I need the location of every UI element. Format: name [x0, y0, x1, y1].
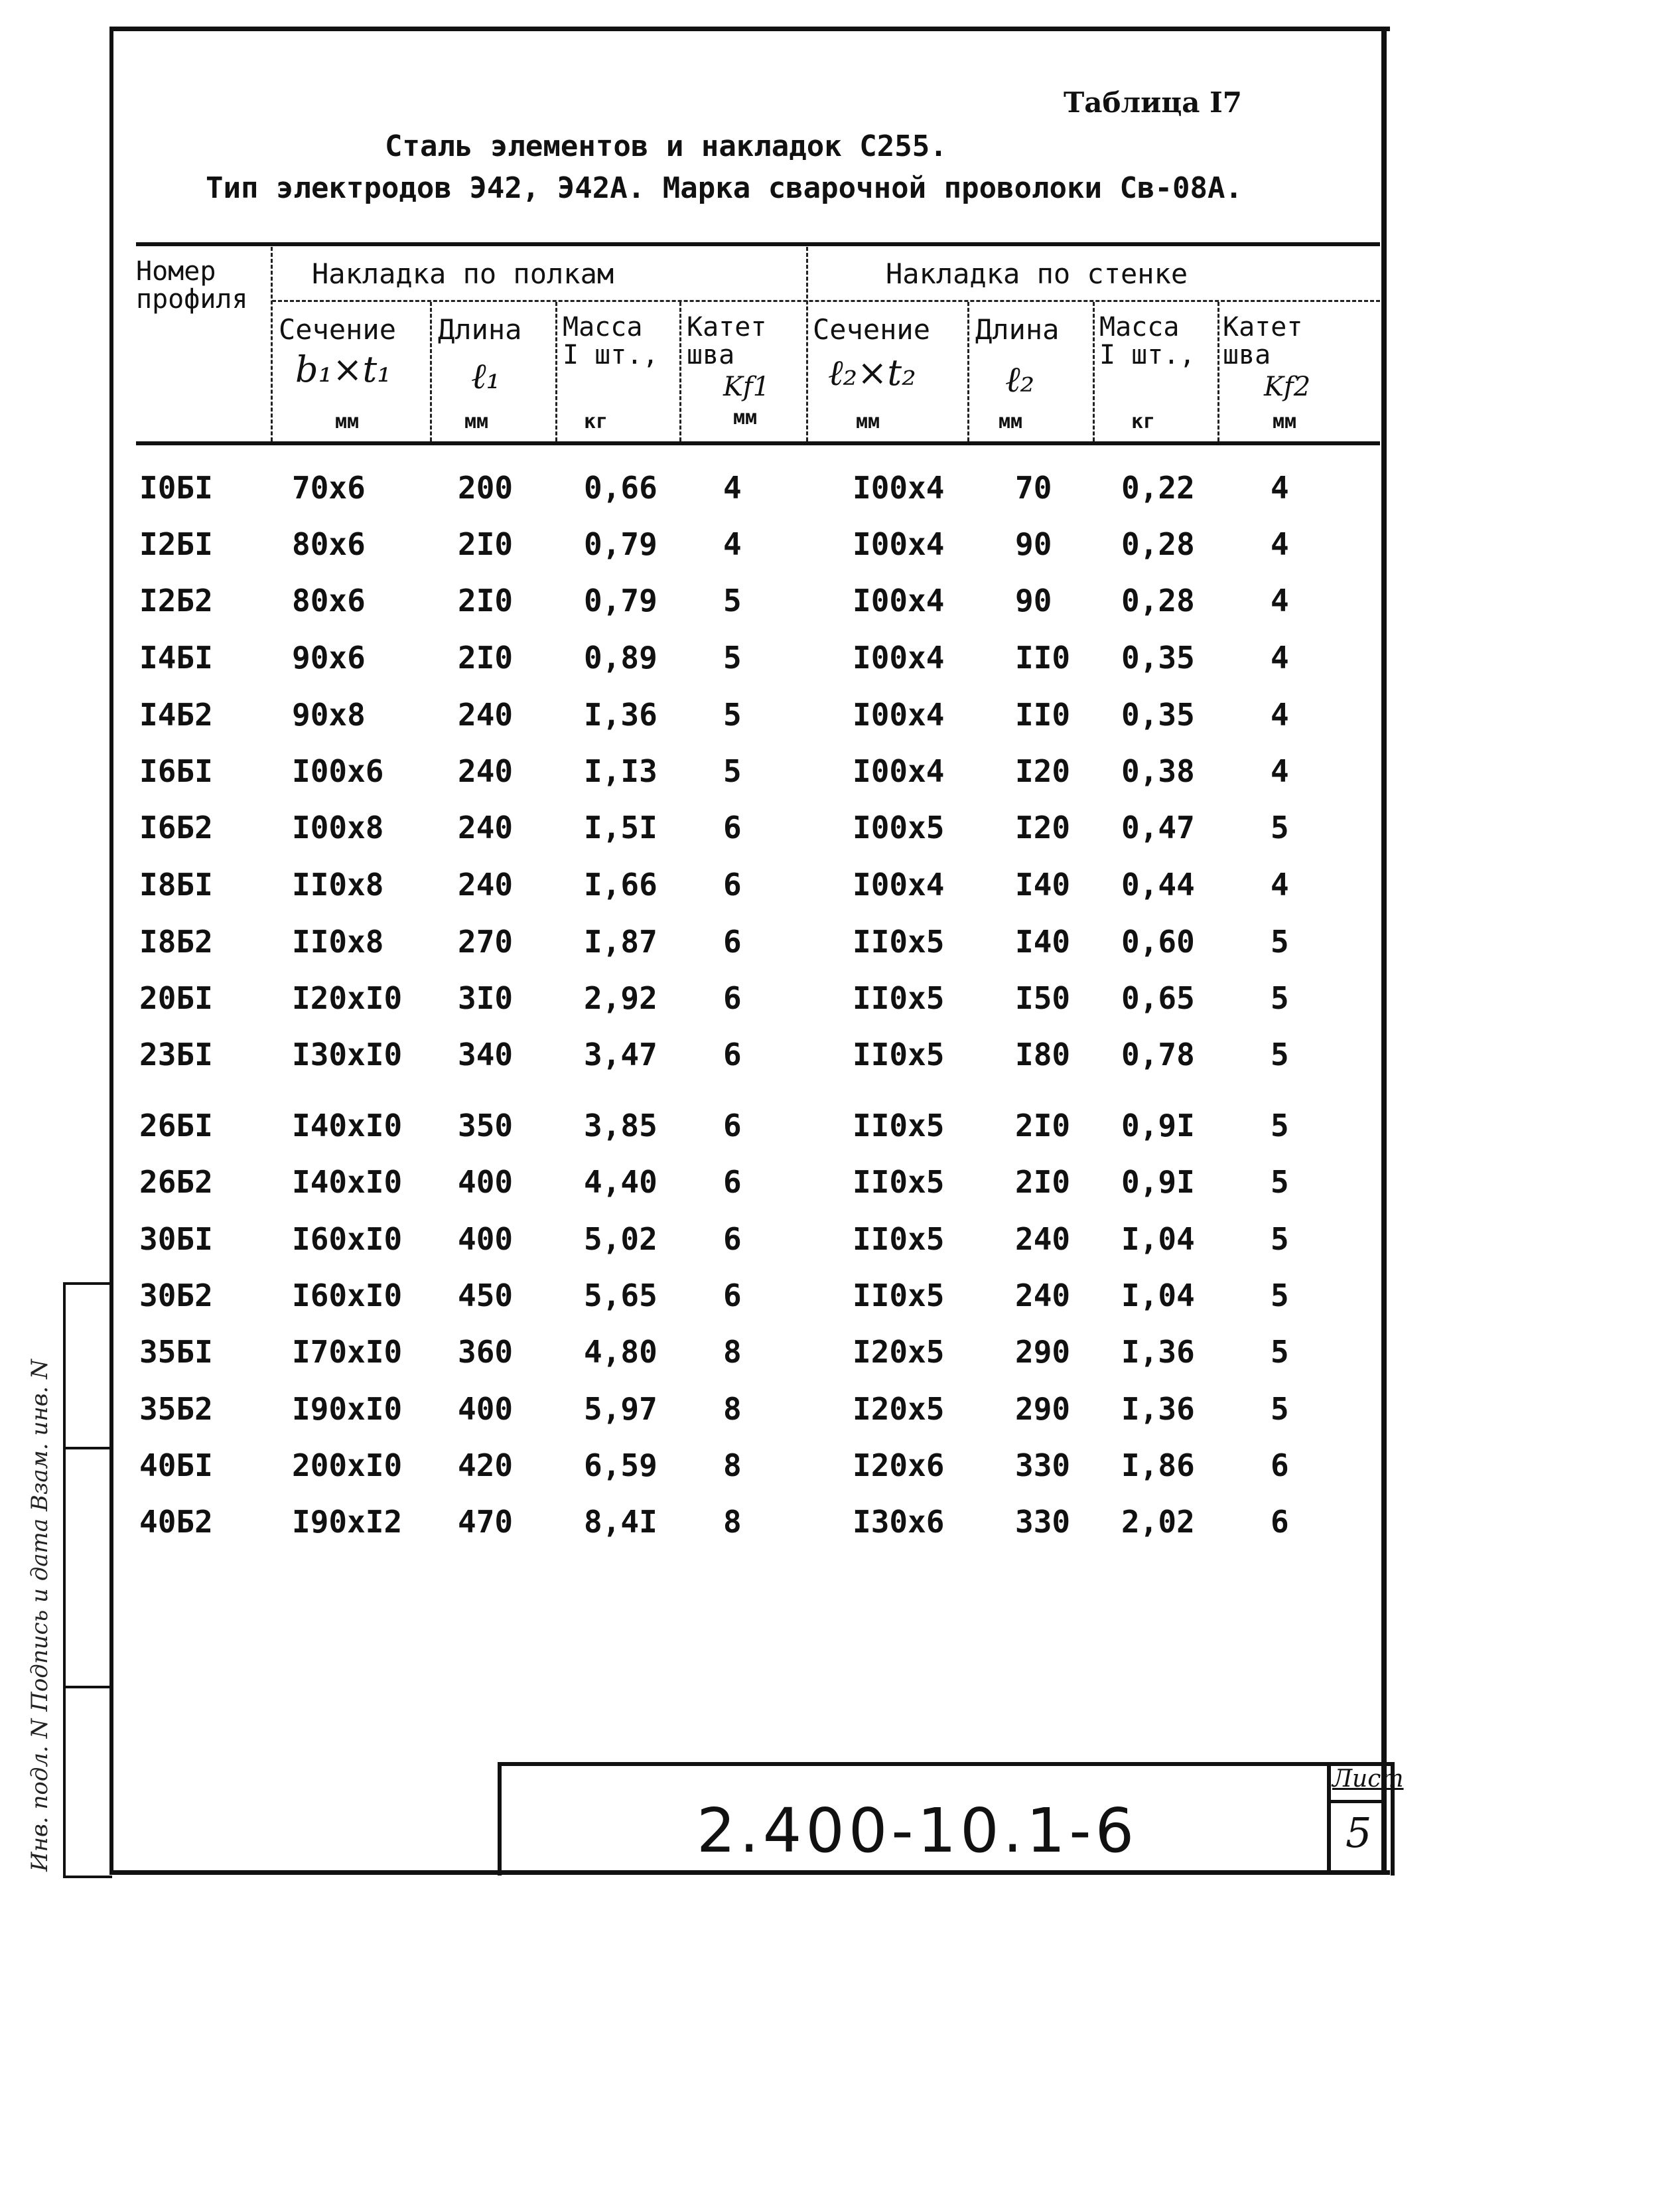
symbol-kf1: Kf1 [723, 372, 770, 402]
symbol-b1t1: b₁×t₁ [295, 348, 391, 390]
cell-flange-mass: 0,79 [584, 583, 657, 619]
cell-web-length: 90 [1015, 583, 1052, 619]
cell-web-section: II0x5 [853, 1164, 945, 1200]
cell-flange-mass: I,I3 [584, 753, 657, 789]
cell-profile-no: 30Б2 [139, 1278, 213, 1313]
cell-web-mass: 0,35 [1121, 697, 1195, 733]
cell-flange-mass: 5,02 [584, 1221, 657, 1257]
cell-web-weld: 5 [1271, 1391, 1289, 1427]
binding-strip-divider [63, 1447, 109, 1449]
cell-flange-length: 340 [458, 1037, 514, 1072]
cell-web-mass: 0,65 [1121, 980, 1195, 1016]
cell-profile-no: I4БI [139, 640, 213, 676]
cell-web-mass: 0,60 [1121, 924, 1195, 960]
cell-flange-weld: 6 [723, 1278, 742, 1313]
cell-profile-no: I6БI [139, 753, 213, 789]
cell-web-weld: 4 [1271, 470, 1289, 506]
cell-flange-length: 400 [458, 1164, 514, 1200]
header-weld-line2: шва [1223, 340, 1271, 370]
cell-profile-no: 26БI [139, 1108, 213, 1143]
cell-flange-weld: 6 [723, 1164, 742, 1200]
cell-web-length: I40 [1015, 924, 1071, 960]
cell-web-length: 290 [1015, 1391, 1071, 1427]
cell-web-section: II0x5 [853, 1278, 945, 1313]
cell-web-section: I20x6 [853, 1447, 945, 1483]
cell-profile-no: I6Б2 [139, 810, 213, 846]
table-header-bottom-rule [136, 441, 1380, 445]
cell-web-section: I00x4 [853, 526, 945, 562]
binding-strip-label: Инв. подл. N Подпись и дата Взам. инв. N [27, 1359, 53, 1872]
header-mass-flange [563, 313, 659, 369]
cell-web-mass: 0,9I [1121, 1108, 1195, 1143]
cell-flange-mass: 0,89 [584, 640, 657, 676]
cell-flange-mass: I,36 [584, 697, 657, 733]
cell-flange-section: I40xI0 [292, 1108, 403, 1143]
cell-flange-section: II0x8 [292, 924, 384, 960]
cell-flange-length: 450 [458, 1278, 514, 1313]
unit-mm: мм [999, 410, 1023, 433]
cell-flange-weld: 6 [723, 1221, 742, 1257]
cell-flange-section: I00x8 [292, 810, 384, 846]
cell-flange-section: 70x6 [292, 470, 366, 506]
cell-web-section: II0x5 [853, 1108, 945, 1143]
cell-flange-mass: 2,92 [584, 980, 657, 1016]
cell-web-section: II0x5 [853, 924, 945, 960]
cell-profile-no: 35БI [139, 1334, 213, 1370]
cell-web-mass: 0,38 [1121, 753, 1195, 789]
cell-web-length: 290 [1015, 1334, 1071, 1370]
header-weld-line2: шва [687, 340, 735, 370]
cell-flange-section: I60xI0 [292, 1278, 403, 1313]
cell-flange-weld: 6 [723, 1108, 742, 1143]
header-group-flange: Накладка по полкам [312, 258, 614, 290]
table-number: Таблица I7 [1064, 86, 1242, 119]
cell-web-weld: 5 [1271, 980, 1289, 1016]
cell-flange-section: II0x8 [292, 867, 384, 903]
cell-web-mass: 0,35 [1121, 640, 1195, 676]
cell-flange-mass: 6,59 [584, 1447, 657, 1483]
cell-web-section: II0x5 [853, 1037, 945, 1072]
column-divider [555, 302, 557, 441]
sheet-cell-divider [1327, 1800, 1387, 1803]
cell-web-length: II0 [1015, 640, 1071, 676]
header-length-web: Длина [975, 313, 1060, 346]
cell-web-length: I40 [1015, 867, 1071, 903]
cell-profile-no: 40Б2 [139, 1504, 213, 1540]
cell-web-length: I80 [1015, 1037, 1071, 1072]
cell-web-mass: 0,28 [1121, 526, 1195, 562]
cell-web-mass: I,04 [1121, 1221, 1195, 1257]
cell-web-length: II0 [1015, 697, 1071, 733]
cell-flange-weld: 6 [723, 867, 742, 903]
cell-profile-no: I8Б2 [139, 924, 213, 960]
cell-web-length: I20 [1015, 810, 1071, 846]
cell-profile-no: 26Б2 [139, 1164, 213, 1200]
cell-flange-weld: 6 [723, 1037, 742, 1072]
cell-flange-mass: 3,85 [584, 1108, 657, 1143]
unit-mm: мм [464, 410, 489, 433]
sheet-number: 5 [1346, 1808, 1372, 1857]
cell-profile-no: I2Б2 [139, 583, 213, 619]
cell-flange-section: I70xI0 [292, 1334, 403, 1370]
cell-web-weld: 6 [1271, 1504, 1289, 1540]
cell-web-length: I50 [1015, 980, 1071, 1016]
cell-flange-length: 360 [458, 1334, 514, 1370]
header-length-flange: Длина [438, 313, 522, 346]
cell-web-length: 2I0 [1015, 1164, 1071, 1200]
header-section-flange: Сечение [279, 313, 397, 346]
cell-web-section: I00x4 [853, 583, 945, 619]
cell-web-mass: I,36 [1121, 1391, 1195, 1427]
cell-web-weld: 5 [1271, 1278, 1289, 1313]
frame-top-border [109, 27, 1390, 31]
cell-flange-length: 270 [458, 924, 514, 960]
cell-web-weld: 5 [1271, 1037, 1289, 1072]
cell-web-section: I20x5 [853, 1334, 945, 1370]
cell-web-mass: I,86 [1121, 1447, 1195, 1483]
cell-web-length: 90 [1015, 526, 1052, 562]
cell-web-weld: 6 [1271, 1447, 1289, 1483]
symbol-l2: ℓ₂ [1005, 358, 1035, 400]
cell-flange-length: 2I0 [458, 583, 514, 619]
header-mass-line2: I шт., [563, 340, 659, 370]
symbol-kf2: Kf2 [1264, 372, 1311, 402]
cell-flange-weld: 5 [723, 640, 742, 676]
cell-flange-length: 200 [458, 470, 514, 506]
cell-web-mass: 2,02 [1121, 1504, 1195, 1540]
cell-profile-no: I4Б2 [139, 697, 213, 733]
unit-kg: кг [1131, 410, 1156, 433]
cell-web-section: I00x4 [853, 867, 945, 903]
header-weld-web [1223, 313, 1302, 369]
cell-flange-length: 2I0 [458, 640, 514, 676]
header-profile [136, 258, 248, 313]
cell-profile-no: 40БI [139, 1447, 213, 1483]
cell-flange-section: I30xI0 [292, 1037, 403, 1072]
cell-flange-length: 3I0 [458, 980, 514, 1016]
cell-flange-weld: 5 [723, 697, 742, 733]
header-mass-line1: Масса [563, 312, 643, 342]
header-weld-line1: Катет [687, 312, 767, 342]
cell-flange-weld: 5 [723, 753, 742, 789]
cell-profile-no: 20БI [139, 980, 213, 1016]
header-mass-line2: I шт., [1099, 340, 1196, 370]
cell-flange-mass: 4,40 [584, 1164, 657, 1200]
cell-flange-section: 80x6 [292, 583, 366, 619]
cell-flange-mass: 5,97 [584, 1391, 657, 1427]
cell-flange-section: 80x6 [292, 526, 366, 562]
cell-flange-mass: I,87 [584, 924, 657, 960]
column-divider [430, 302, 432, 441]
cell-flange-section: I60xI0 [292, 1221, 403, 1257]
column-divider [679, 302, 681, 441]
cell-flange-mass: 3,47 [584, 1037, 657, 1072]
table-subheader-rule [272, 300, 1380, 302]
cell-flange-weld: 8 [723, 1447, 742, 1483]
cell-flange-section: I90xI2 [292, 1504, 403, 1540]
cell-profile-no: 23БI [139, 1037, 213, 1072]
header-group-web: Накладка по стенке [886, 258, 1188, 290]
column-divider [1093, 302, 1095, 441]
unit-kg: кг [584, 410, 608, 433]
binding-strip-divider [63, 1686, 109, 1688]
cell-web-section: I00x5 [853, 810, 945, 846]
cell-profile-no: 30БI [139, 1221, 213, 1257]
cell-web-length: 240 [1015, 1221, 1071, 1257]
cell-web-weld: 4 [1271, 526, 1289, 562]
cell-web-section: I00x4 [853, 697, 945, 733]
cell-web-mass: 0,47 [1121, 810, 1195, 846]
cell-flange-weld: 8 [723, 1334, 742, 1370]
cell-web-length: 330 [1015, 1504, 1071, 1540]
cell-web-weld: 5 [1271, 1221, 1289, 1257]
cell-web-section: I30x6 [853, 1504, 945, 1540]
cell-flange-section: 200xI0 [292, 1447, 403, 1483]
cell-flange-length: 240 [458, 810, 514, 846]
column-divider [1217, 302, 1219, 441]
cell-web-weld: 4 [1271, 640, 1289, 676]
cell-flange-section: I20xI0 [292, 980, 403, 1016]
cell-flange-length: 350 [458, 1108, 514, 1143]
header-profile-line2: профиля [136, 284, 248, 315]
cell-web-weld: 4 [1271, 867, 1289, 903]
cell-flange-length: 240 [458, 867, 514, 903]
cell-web-mass: I,36 [1121, 1334, 1195, 1370]
cell-web-length: I20 [1015, 753, 1071, 789]
cell-web-weld: 4 [1271, 753, 1289, 789]
cell-web-weld: 5 [1271, 1334, 1289, 1370]
cell-flange-weld: 6 [723, 980, 742, 1016]
cell-flange-length: 2I0 [458, 526, 514, 562]
cell-web-mass: 0,22 [1121, 470, 1195, 506]
sheet-label: Лист [1332, 1765, 1404, 1793]
frame-right-border [1381, 27, 1387, 1873]
cell-web-mass: 0,44 [1121, 867, 1195, 903]
cell-flange-mass: I,5I [584, 810, 657, 846]
cell-flange-length: 400 [458, 1221, 514, 1257]
cell-flange-weld: 8 [723, 1504, 742, 1540]
cell-web-mass: 0,78 [1121, 1037, 1195, 1072]
cell-flange-weld: 4 [723, 470, 742, 506]
cell-flange-weld: 5 [723, 583, 742, 619]
symbol-l1: ℓ₁ [471, 355, 501, 397]
header-mass-line1: Масса [1099, 312, 1180, 342]
document-title: Сталь элементов и накладок С255. [385, 129, 947, 163]
cell-web-section: I00x4 [853, 640, 945, 676]
column-divider [271, 247, 273, 441]
cell-flange-section: I40xI0 [292, 1164, 403, 1200]
unit-mm: мм [856, 410, 880, 433]
cell-web-length: 240 [1015, 1278, 1071, 1313]
cell-web-section: II0x5 [853, 980, 945, 1016]
header-section-web: Сечение [813, 313, 931, 346]
cell-profile-no: 35Б2 [139, 1391, 213, 1427]
cell-web-weld: 5 [1271, 924, 1289, 960]
cell-web-weld: 4 [1271, 697, 1289, 733]
cell-flange-section: I00x6 [292, 753, 384, 789]
column-divider [806, 247, 808, 441]
header-weld-flange [687, 313, 766, 369]
cell-flange-length: 420 [458, 1447, 514, 1483]
cell-web-mass: 0,28 [1121, 583, 1195, 619]
cell-web-length: 70 [1015, 470, 1052, 506]
unit-mm: мм [1273, 410, 1297, 433]
cell-flange-mass: 0,66 [584, 470, 657, 506]
cell-web-mass: 0,9I [1121, 1164, 1195, 1200]
header-mass-web [1099, 313, 1196, 369]
cell-flange-mass: I,66 [584, 867, 657, 903]
cell-flange-weld: 6 [723, 810, 742, 846]
cell-flange-length: 240 [458, 753, 514, 789]
column-divider [967, 302, 969, 441]
binding-strip [63, 1282, 112, 1878]
cell-flange-mass: 4,80 [584, 1334, 657, 1370]
cell-web-mass: I,04 [1121, 1278, 1195, 1313]
cell-flange-section: 90x8 [292, 697, 366, 733]
cell-flange-weld: 4 [723, 526, 742, 562]
cell-profile-no: I8БI [139, 867, 213, 903]
symbol-l2t2: ℓ₂×t₂ [828, 352, 916, 394]
cell-web-weld: 5 [1271, 1164, 1289, 1200]
cell-profile-no: I2БI [139, 526, 213, 562]
cell-web-weld: 5 [1271, 1108, 1289, 1143]
cell-web-weld: 4 [1271, 583, 1289, 619]
cell-flange-mass: 8,4I [584, 1504, 657, 1540]
cell-flange-weld: 6 [723, 924, 742, 960]
cell-web-section: I00x4 [853, 470, 945, 506]
cell-flange-length: 400 [458, 1391, 514, 1427]
header-weld-line1: Катет [1223, 312, 1303, 342]
cell-web-section: I00x4 [853, 753, 945, 789]
cell-web-length: 2I0 [1015, 1108, 1071, 1143]
cell-web-length: 330 [1015, 1447, 1071, 1483]
cell-web-section: II0x5 [853, 1221, 945, 1257]
unit-mm: мм [335, 410, 360, 433]
cell-web-section: I20x5 [853, 1391, 945, 1427]
cell-flange-section: 90x6 [292, 640, 366, 676]
cell-flange-mass: 5,65 [584, 1278, 657, 1313]
document-subtitle: Тип электродов Э42, Э42А. Марка сварочной проволоки Св-08А. [206, 171, 1243, 205]
cell-web-weld: 5 [1271, 810, 1289, 846]
header-profile-line1: Номер [136, 256, 216, 287]
cell-flange-length: 470 [458, 1504, 514, 1540]
cell-flange-section: I90xI0 [292, 1391, 403, 1427]
unit-mm: мм [733, 406, 758, 429]
table-top-rule [136, 242, 1380, 246]
cell-flange-mass: 0,79 [584, 526, 657, 562]
cell-flange-weld: 8 [723, 1391, 742, 1427]
cell-flange-length: 240 [458, 697, 514, 733]
document-code: 2.400-10.1-6 [697, 1795, 1139, 1866]
cell-profile-no: I0БI [139, 470, 213, 506]
